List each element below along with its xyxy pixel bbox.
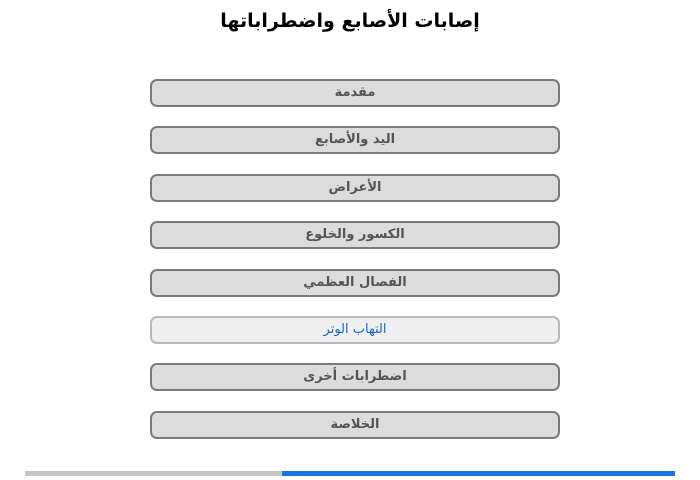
chapter-menu [150,79,560,458]
menu-item-hand-and-fingers[interactable]: اليد والأصابع [150,126,560,154]
progress-fill [282,471,675,476]
page-title: إصابات الأصابع واضطراباتها [220,10,480,32]
menu-item-symptoms[interactable]: الأعراض [150,174,560,202]
menu-item-fractures-dislocations[interactable]: الكسور والخلوع [150,221,560,249]
menu-item-osteoarthritis[interactable]: الفصال العظمي [150,269,560,297]
menu-item-other-disorders[interactable]: اضطرابات أخرى [150,363,560,391]
progress-bar [25,471,675,476]
menu-item-summary[interactable]: الخلاصة [150,411,560,439]
menu-item-introduction[interactable]: مقدمة [150,79,560,107]
menu-item-tendinitis[interactable]: التهاب الوتر [150,316,560,344]
